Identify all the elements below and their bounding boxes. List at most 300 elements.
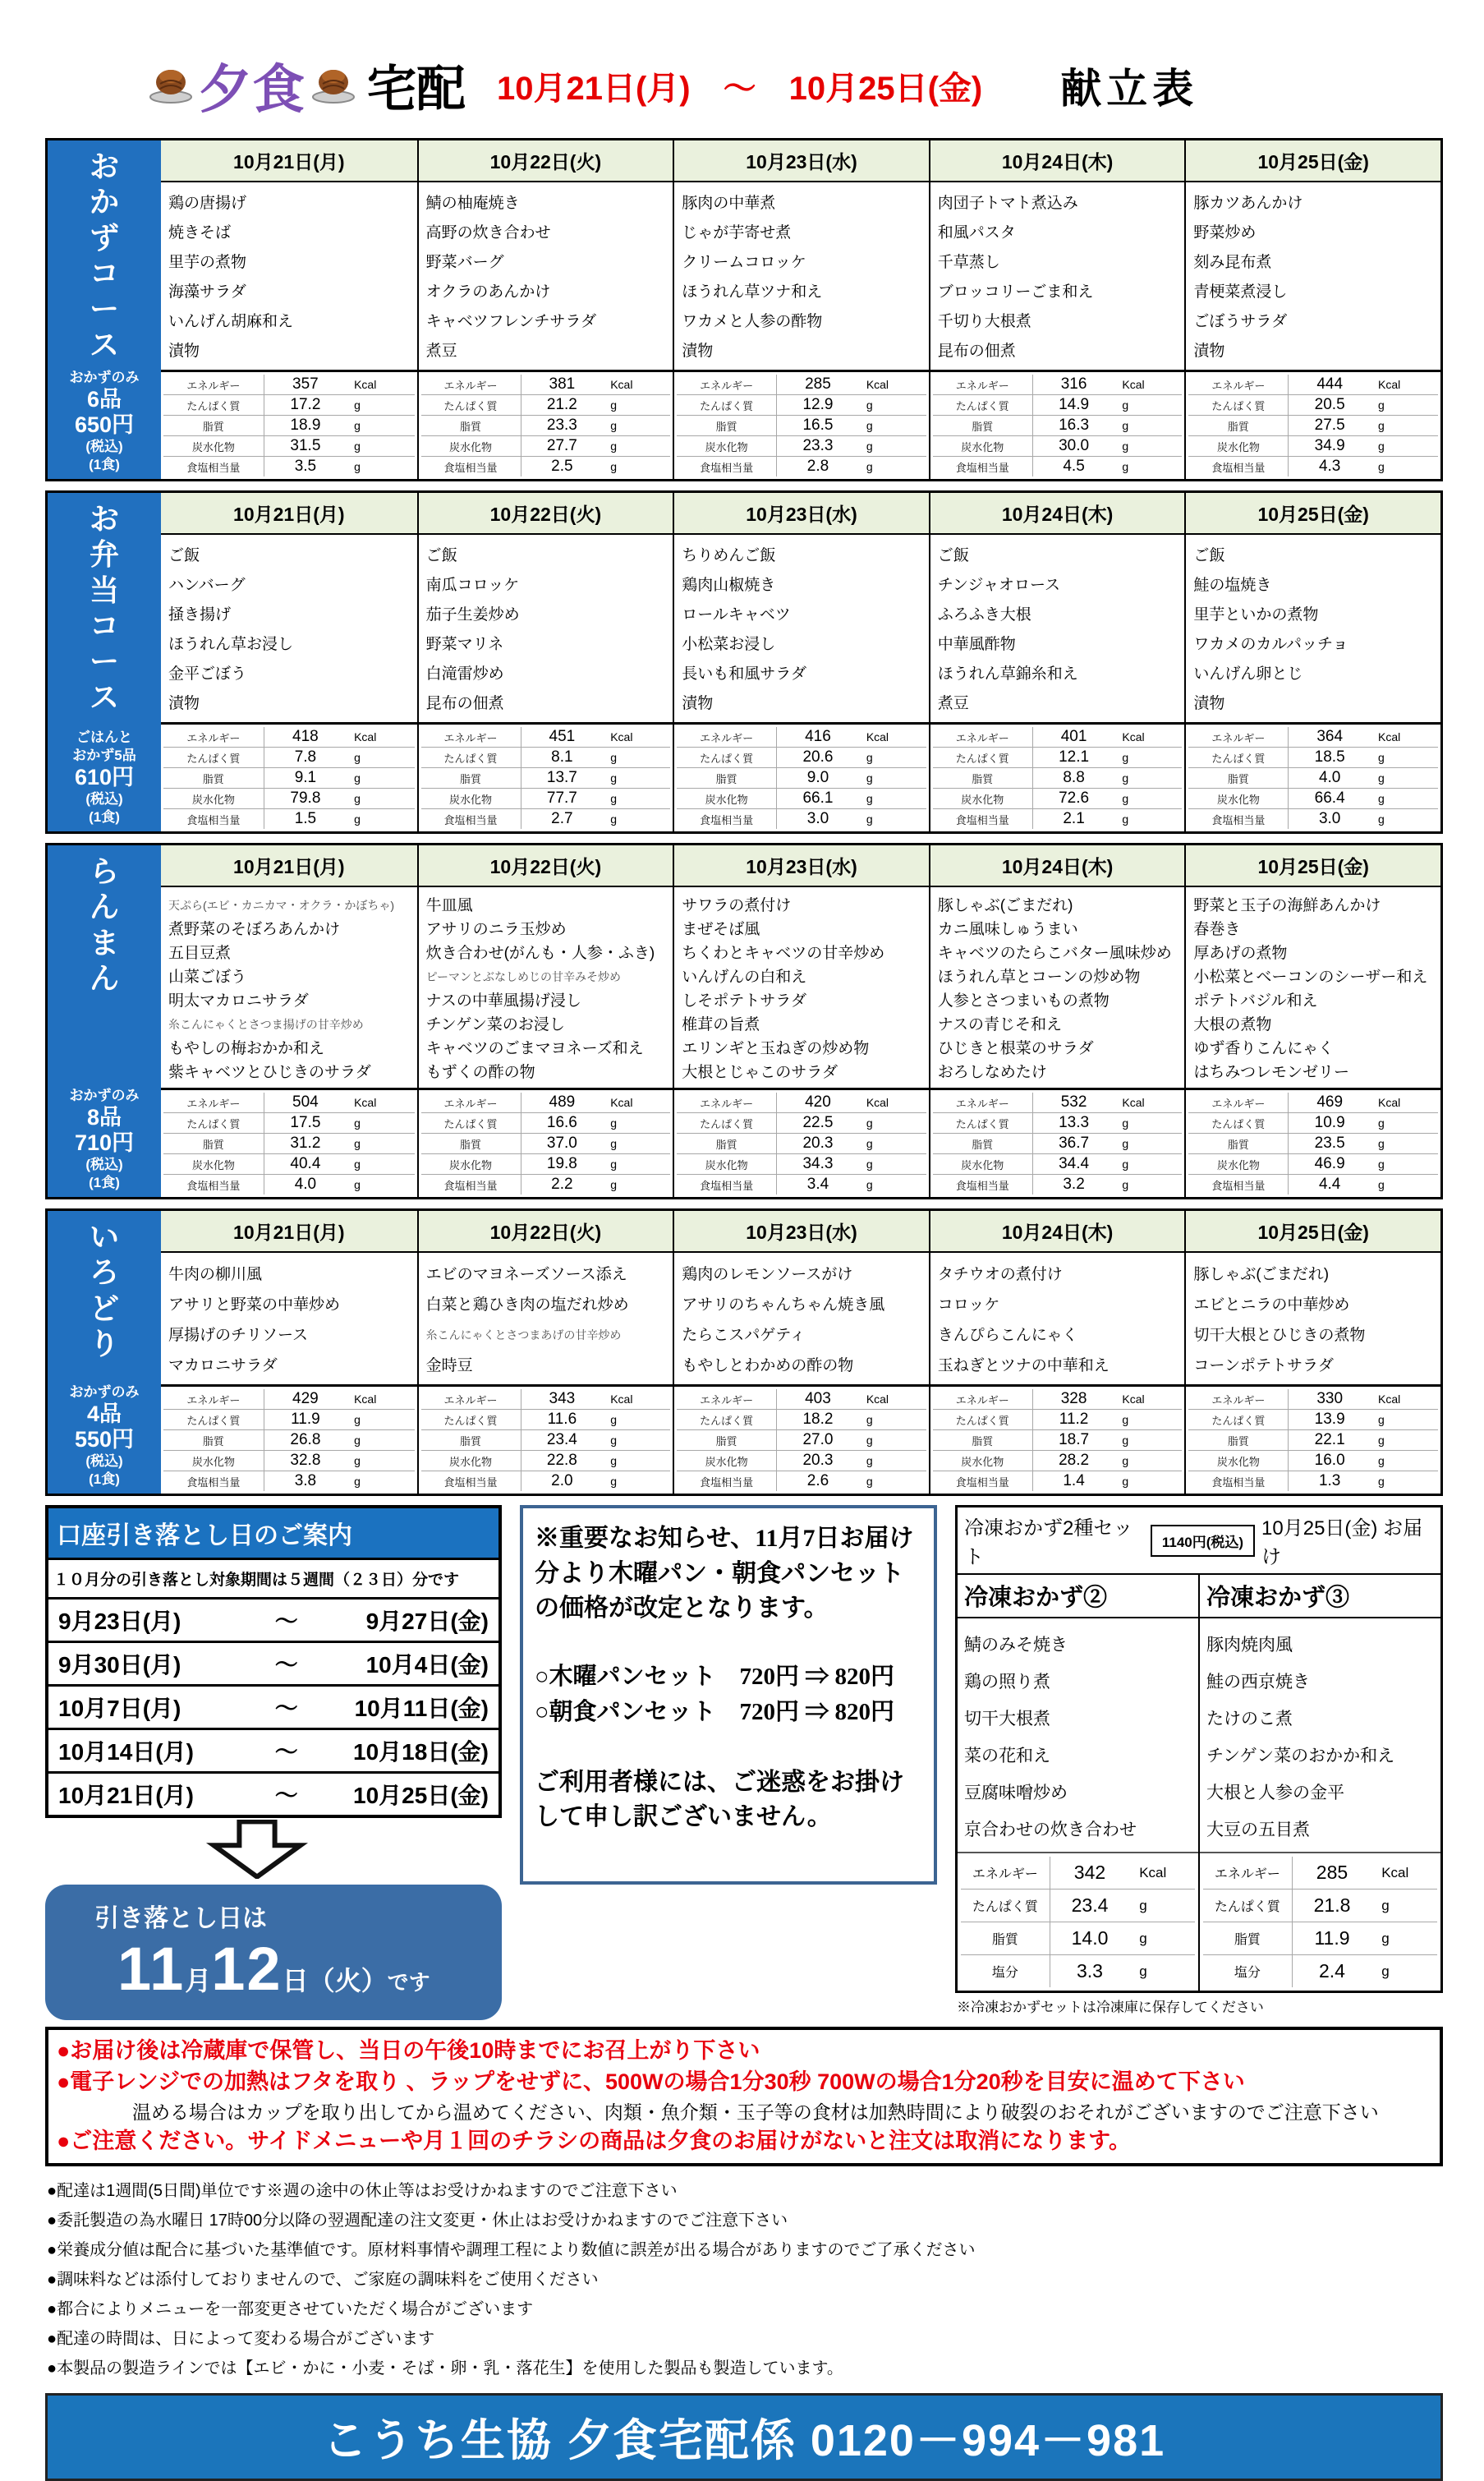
nutrition-unit: g bbox=[1114, 416, 1182, 436]
menu-item: 金平ごぼう bbox=[168, 665, 247, 683]
nutrition-value: 16.0 bbox=[1289, 1451, 1371, 1471]
notice-price-item: ○朝食パンセット 720円 ⇒ 820円 bbox=[535, 1699, 895, 1726]
nutrition-value: 16.5 bbox=[777, 416, 859, 436]
course-price-line: (税込) bbox=[85, 1452, 123, 1469]
course-price-line: 4品 bbox=[86, 1401, 122, 1426]
nutrition-table bbox=[161, 1088, 417, 1197]
footer-contact: こうち生協 夕食宅配係 0120－994－981 bbox=[45, 2393, 1443, 2481]
nutrition-row bbox=[163, 789, 415, 809]
nutrition-row bbox=[1188, 727, 1438, 748]
menu-item: 紫キャベツとひじきのサラダ bbox=[168, 1064, 371, 1081]
nutrition-unit: g bbox=[1114, 748, 1182, 768]
menu-item: キャベツのたらこバター風味炒め bbox=[937, 945, 1172, 962]
nutrition-value: 23.3 bbox=[521, 416, 603, 436]
menu-item: おろしなめたけ bbox=[937, 1064, 1047, 1081]
nutrition-value: 7.8 bbox=[264, 748, 347, 768]
nutrition-unit: g bbox=[603, 748, 670, 768]
menu-item: 長いも和風サラダ bbox=[682, 665, 806, 683]
menu-item: 牛皿風 bbox=[425, 897, 473, 914]
menu-item: ワカメと人参の酢物 bbox=[682, 313, 823, 330]
nutrition-label: たんぱく質 bbox=[1203, 1890, 1292, 1922]
nutrition-label: 炭水化物 bbox=[421, 1154, 521, 1175]
menu-item: ほうれん草錦糸和え bbox=[937, 665, 1078, 683]
nutrition-label: 脂質 bbox=[933, 1134, 1032, 1154]
menu-item: 山菜ごぼう bbox=[168, 969, 247, 986]
nutrition-label: 食塩相当量 bbox=[933, 457, 1032, 477]
nutrition-label: 炭水化物 bbox=[933, 436, 1032, 457]
nutrition-value: 429 bbox=[264, 1389, 347, 1410]
nutrition-value: 3.5 bbox=[294, 458, 317, 475]
warning-line-red: ●電子レンジでの加熱はフタを取り 、ラップをせずに、500Wの場合1分30秒 700Wの場合1分20秒を目安に温めて下さい bbox=[57, 2069, 1245, 2094]
nutrition-row bbox=[933, 1154, 1183, 1175]
menu-item: 千草蒸し bbox=[937, 254, 1000, 271]
nutrition-row bbox=[163, 416, 415, 436]
nutrition-row bbox=[1203, 1955, 1437, 1988]
nutrition-label: 食塩相当量 bbox=[421, 1471, 521, 1492]
nutrition-row bbox=[933, 457, 1183, 477]
nutrition-value: 4.0 bbox=[1289, 768, 1371, 789]
course-name-char: ず bbox=[89, 220, 119, 255]
nutrition-label: たんぱく質 bbox=[961, 1890, 1050, 1922]
course-name-char: ス bbox=[89, 327, 119, 361]
menu-item: ちくわとキャベツの甘辛炒め bbox=[682, 945, 885, 962]
nutrition-label: 炭水化物 bbox=[677, 436, 776, 457]
nutrition-value: 469 bbox=[1289, 1093, 1371, 1113]
debit-subtitle: １０月分の引き落とし対象期間は５週間（２３日）分です bbox=[48, 1558, 498, 1597]
course-name-char: ー bbox=[89, 644, 119, 679]
note-line: ●配達は1週間(5日間)単位です※週の途中の休止等はお受けかねますのでご注意下さい bbox=[47, 2181, 678, 2200]
debit-date-value: 11月12日（火）です bbox=[117, 1935, 430, 2003]
period-start: 10月21日(月) bbox=[58, 1783, 194, 1808]
nutrition-row bbox=[163, 436, 415, 457]
menu-list bbox=[930, 1253, 1185, 1384]
menu-item: ほうれん草お浸し bbox=[168, 636, 294, 653]
nutrition-label: エネルギー bbox=[163, 375, 264, 395]
frozen-column-title: 冷凍おかず③ bbox=[1200, 1575, 1440, 1618]
nutrition-row bbox=[677, 436, 926, 457]
nutrition-value: 17.5 bbox=[264, 1113, 347, 1134]
nutrition-value: 27.5 bbox=[1289, 416, 1371, 436]
day-header: 10月21日(月) bbox=[161, 140, 417, 182]
day-column bbox=[417, 1211, 673, 1494]
nutrition-row bbox=[677, 1093, 926, 1113]
nutrition-unit: g bbox=[859, 1134, 926, 1154]
menu-item: ひじきと根菜のサラダ bbox=[937, 1040, 1094, 1057]
nutrition-unit: g bbox=[1371, 1410, 1438, 1430]
nutrition-value: 4.3 bbox=[1318, 458, 1341, 475]
nutrition-value: 31.2 bbox=[264, 1134, 347, 1154]
menu-item: ナスの中華風揚げ浸し bbox=[425, 992, 581, 1010]
nutrition-value: 9.0 bbox=[777, 768, 859, 789]
nutrition-unit: g bbox=[859, 1154, 926, 1175]
day-column bbox=[673, 493, 929, 831]
nutrition-value: 489 bbox=[521, 1093, 603, 1113]
nutrition-label: 食塩相当量 bbox=[677, 1471, 776, 1492]
nutrition-value: 23.4 bbox=[1050, 1890, 1129, 1922]
nutrition-value: 2.6 bbox=[806, 1472, 829, 1489]
nutrition-value: 343 bbox=[521, 1389, 603, 1410]
nutrition-label: エネルギー bbox=[1188, 375, 1288, 395]
nutrition-row bbox=[163, 809, 415, 830]
delivery-label: 宅配 bbox=[367, 62, 466, 117]
warning-box bbox=[45, 2027, 1443, 2166]
nutrition-value: 66.1 bbox=[777, 789, 859, 809]
nutrition-row bbox=[421, 789, 671, 809]
nutrition-value: 36.7 bbox=[1032, 1134, 1114, 1154]
menu-item: 漬物 bbox=[1193, 343, 1225, 360]
nutrition-value: 22.8 bbox=[521, 1451, 603, 1471]
course-name-char: か bbox=[89, 185, 119, 219]
debit-date-label: 引き落とし日は bbox=[94, 1905, 267, 1932]
menu-list bbox=[1186, 535, 1440, 722]
menu-item: 明太マカロニサラダ bbox=[168, 992, 309, 1010]
day-header: 10月24日(木) bbox=[930, 493, 1185, 535]
nutrition-label: 食塩相当量 bbox=[421, 809, 521, 830]
day-column bbox=[417, 845, 673, 1197]
nutrition-label: 脂質 bbox=[961, 1922, 1050, 1955]
menu-item: 牛肉の柳川風 bbox=[168, 1266, 263, 1283]
nutrition-unit: g bbox=[603, 768, 670, 789]
nutrition-row bbox=[1188, 789, 1438, 809]
nutrition-row bbox=[163, 768, 415, 789]
nutrition-label: たんぱく質 bbox=[163, 748, 264, 768]
nutrition-row bbox=[933, 375, 1183, 395]
day-header: 10月22日(火) bbox=[419, 140, 673, 182]
nutrition-row bbox=[1188, 1113, 1438, 1134]
day-header: 10月25日(金) bbox=[1186, 845, 1440, 887]
menu-list bbox=[161, 535, 417, 722]
nutrition-row bbox=[163, 1093, 415, 1113]
menu-item: 野菜と玉子の海鮮あんかけ bbox=[1193, 897, 1381, 914]
nutrition-unit: g bbox=[1371, 1922, 1437, 1955]
nutrition-row bbox=[163, 1471, 415, 1492]
nutrition-row bbox=[421, 768, 671, 789]
nutrition-row bbox=[933, 1134, 1183, 1154]
nutrition-value: 32.8 bbox=[264, 1451, 347, 1471]
frozen-header bbox=[958, 1507, 1440, 1573]
nutrition-value: 1.5 bbox=[294, 810, 317, 827]
nutrition-value: 11.6 bbox=[521, 1410, 603, 1430]
debit-info-box bbox=[45, 1505, 502, 1818]
nutrition-label: 脂質 bbox=[677, 1430, 776, 1451]
nutrition-row bbox=[421, 727, 671, 748]
menu-item: 漬物 bbox=[1193, 695, 1225, 712]
menu-item: コロッケ bbox=[937, 1296, 1000, 1314]
course-price-line: (1食) bbox=[89, 1471, 120, 1487]
nutrition-unit: g bbox=[347, 1430, 415, 1451]
period-start: 9月30日(月) bbox=[58, 1652, 181, 1678]
day-column bbox=[1184, 140, 1440, 479]
nutrition-label: 食塩相当量 bbox=[677, 809, 776, 830]
nutrition-row bbox=[1188, 1093, 1438, 1113]
course-name-char: ス bbox=[89, 679, 119, 714]
nutrition-value: 532 bbox=[1032, 1093, 1114, 1113]
day-header: 10月23日(水) bbox=[674, 845, 929, 887]
frozen-column bbox=[958, 1575, 1198, 1991]
notice-price-list bbox=[535, 1659, 922, 1731]
nutrition-label: 炭水化物 bbox=[163, 1451, 264, 1471]
menu-item: 切干大根とひじきの煮物 bbox=[1193, 1327, 1366, 1344]
nutrition-row bbox=[1188, 1410, 1438, 1430]
course-price-line: おかずのみ bbox=[69, 1087, 140, 1103]
nutrition-row bbox=[163, 1113, 415, 1134]
nutrition-unit: g bbox=[603, 395, 670, 416]
period-start: 10月14日(月) bbox=[58, 1739, 194, 1765]
nutrition-unit: g bbox=[1114, 1154, 1182, 1175]
menu-item: タチウオの煮付け bbox=[937, 1266, 1063, 1283]
nutrition-unit: Kcal bbox=[1114, 727, 1182, 748]
nutrition-value: 27.0 bbox=[777, 1430, 859, 1451]
menu-item: オクラのあんかけ bbox=[425, 283, 551, 301]
nutrition-row bbox=[677, 375, 926, 395]
menu-list bbox=[419, 535, 673, 722]
warning-line-red: ●ご注意ください。サイドメニューや月１回のチラシの商品は夕食のお届けがないと注文は取消になります。 bbox=[57, 2129, 1131, 2154]
nutrition-row bbox=[1188, 1430, 1438, 1451]
menu-item: アサリと野菜の中華炒め bbox=[168, 1296, 341, 1314]
nutrition-value: 34.9 bbox=[1289, 436, 1371, 457]
course-price-line: おかずのみ bbox=[69, 1383, 140, 1400]
course-days bbox=[161, 140, 1440, 479]
nutrition-value: 416 bbox=[777, 727, 859, 748]
menu-item: ちりめんご飯 bbox=[682, 547, 776, 564]
nutrition-table bbox=[674, 370, 929, 479]
nutrition-unit: g bbox=[603, 1410, 670, 1430]
day-header: 10月23日(水) bbox=[674, 493, 929, 535]
nutrition-label: 炭水化物 bbox=[677, 789, 776, 809]
course-name-char: ら bbox=[89, 854, 119, 888]
nutrition-unit: Kcal bbox=[1371, 1389, 1438, 1410]
nutrition-label: たんぱく質 bbox=[1188, 1113, 1288, 1134]
nutrition-value: 34.3 bbox=[777, 1154, 859, 1175]
nutrition-unit: Kcal bbox=[1371, 1857, 1437, 1890]
nutrition-unit: g bbox=[603, 436, 670, 457]
course-sidebar bbox=[48, 493, 161, 831]
nutrition-label: 炭水化物 bbox=[677, 1154, 776, 1175]
nutrition-unit: g bbox=[1114, 1451, 1182, 1471]
nutrition-unit: Kcal bbox=[603, 375, 670, 395]
notice-paragraph: ※重要なお知らせ、11月7日お届け分より木曜パン・朝食パンセットの価格が改定となります。 bbox=[535, 1525, 914, 1623]
nutrition-value: 451 bbox=[521, 727, 603, 748]
nutrition-unit: g bbox=[1122, 812, 1129, 826]
menu-item: もやしの梅おかか和え bbox=[168, 1040, 325, 1057]
nutrition-value: 18.5 bbox=[1289, 748, 1371, 768]
nutrition-value: 23.5 bbox=[1289, 1134, 1371, 1154]
nutrition-value: 30.0 bbox=[1032, 436, 1114, 457]
nutrition-row bbox=[163, 1430, 415, 1451]
day-header: 10月22日(火) bbox=[419, 845, 673, 887]
nutrition-row bbox=[961, 1857, 1195, 1890]
menu-item: 刻み昆布煮 bbox=[1193, 254, 1272, 271]
nutrition-row bbox=[421, 1451, 671, 1471]
nutrition-unit: g bbox=[603, 1134, 670, 1154]
nutrition-unit: g bbox=[347, 416, 415, 436]
day-header: 10月21日(月) bbox=[161, 493, 417, 535]
menu-item: 南瓜コロッケ bbox=[425, 577, 520, 594]
nutrition-row bbox=[1188, 395, 1438, 416]
nutrition-row bbox=[421, 1389, 671, 1410]
day-column bbox=[929, 140, 1185, 479]
nutrition-label: たんぱく質 bbox=[163, 395, 264, 416]
nutrition-unit: g bbox=[347, 1134, 415, 1154]
nutrition-row bbox=[421, 1410, 671, 1430]
note-line: ●本製品の製造ラインでは【エビ・かに・小麦・そば・卵・乳・落花生】を使用した製品も製造しています。 bbox=[47, 2359, 843, 2377]
nutrition-value: 19.8 bbox=[521, 1154, 603, 1175]
menu-item: キャベツのごまマヨネーズ和え bbox=[425, 1040, 644, 1057]
nutrition-label: 食塩相当量 bbox=[1188, 1175, 1288, 1195]
nutrition-unit: g bbox=[603, 1113, 670, 1134]
menu-item: 漬物 bbox=[168, 343, 200, 360]
menu-item: たらこスパゲティ bbox=[682, 1327, 806, 1344]
nutrition-value: 18.7 bbox=[1032, 1430, 1114, 1451]
nutrition-label: エネルギー bbox=[677, 1389, 776, 1410]
nutrition-unit: g bbox=[1371, 768, 1438, 789]
nutrition-unit: Kcal bbox=[859, 727, 926, 748]
nutrition-row bbox=[421, 1175, 671, 1195]
nutrition-row bbox=[163, 395, 415, 416]
nutrition-unit: Kcal bbox=[347, 1389, 415, 1410]
day-column bbox=[673, 845, 929, 1197]
nutrition-value: 10.9 bbox=[1289, 1113, 1371, 1134]
nutrition-row bbox=[933, 1175, 1183, 1195]
nutrition-label: 炭水化物 bbox=[933, 1451, 1032, 1471]
day-header: 10月22日(火) bbox=[419, 493, 673, 535]
menu-list bbox=[161, 182, 417, 370]
nutrition-value: 285 bbox=[1292, 1857, 1371, 1890]
frozen-item: 豚肉焼肉風 bbox=[1206, 1636, 1293, 1655]
nutrition-row bbox=[421, 457, 671, 477]
nutrition-value: 342 bbox=[1050, 1857, 1129, 1890]
nutrition-row bbox=[677, 789, 926, 809]
nutrition-unit: Kcal bbox=[1114, 1389, 1182, 1410]
nutrition-value: 28.2 bbox=[1032, 1451, 1114, 1471]
nutrition-row bbox=[1188, 436, 1438, 457]
nutrition-value: 31.5 bbox=[264, 436, 347, 457]
nutrition-row bbox=[163, 1154, 415, 1175]
nutrition-unit: g bbox=[603, 1430, 670, 1451]
nutrition-label: エネルギー bbox=[421, 375, 521, 395]
nutrition-label: たんぱく質 bbox=[677, 1113, 776, 1134]
nutrition-label: 脂質 bbox=[421, 416, 521, 436]
menu-item: 里芋といかの煮物 bbox=[1193, 606, 1319, 624]
nutrition-value: 3.0 bbox=[806, 810, 829, 827]
nutrition-table bbox=[161, 1384, 417, 1494]
frozen-item: 鶏の照り煮 bbox=[964, 1673, 1050, 1692]
nutrition-label: たんぱく質 bbox=[933, 748, 1032, 768]
nutrition-row bbox=[1188, 457, 1438, 477]
nutrition-label: たんぱく質 bbox=[677, 395, 776, 416]
nutrition-row bbox=[933, 436, 1183, 457]
menu-item: 高野の炊き合わせ bbox=[425, 224, 551, 242]
nutrition-label: たんぱく質 bbox=[933, 1113, 1032, 1134]
nutrition-value: 420 bbox=[777, 1093, 859, 1113]
nutrition-unit: g bbox=[1371, 789, 1438, 809]
menu-item: いんげんの白和え bbox=[682, 969, 807, 986]
course-price-line: 6品 bbox=[86, 386, 122, 412]
nutrition-unit: g bbox=[1378, 460, 1385, 473]
down-arrow-icon bbox=[12, 1820, 502, 1883]
nutrition-row bbox=[163, 748, 415, 768]
course-price-block bbox=[48, 369, 161, 479]
nutrition-label: 脂質 bbox=[933, 416, 1032, 436]
nutrition-label: 炭水化物 bbox=[933, 789, 1032, 809]
nutrition-unit: g bbox=[1371, 1890, 1437, 1922]
menu-item: 鮭の塩焼き bbox=[1193, 577, 1272, 594]
course-section-4 bbox=[45, 1208, 1443, 1496]
menu-list bbox=[419, 182, 673, 370]
nutrition-label: エネルギー bbox=[163, 727, 264, 748]
nutrition-label: 食塩相当量 bbox=[1188, 457, 1288, 477]
nutrition-label: 脂質 bbox=[677, 768, 776, 789]
menu-item: 鶏肉山椒焼き bbox=[682, 577, 776, 594]
nutrition-label: エネルギー bbox=[961, 1857, 1050, 1890]
menu-item: コーンポテトサラダ bbox=[1193, 1357, 1334, 1374]
nutrition-value: 21.8 bbox=[1292, 1890, 1371, 1922]
nutrition-label: 炭水化物 bbox=[163, 1154, 264, 1175]
frozen-item: 切干大根煮 bbox=[964, 1710, 1050, 1728]
menu-item: 青梗菜煮浸し bbox=[1193, 283, 1288, 301]
menu-item: 野菜炒め bbox=[1193, 224, 1257, 242]
nutrition-unit: g bbox=[1371, 748, 1438, 768]
day-column bbox=[929, 493, 1185, 831]
course-name bbox=[48, 140, 161, 369]
nutrition-row bbox=[933, 1113, 1183, 1134]
nutrition-row bbox=[677, 748, 926, 768]
nutrition-label: 脂質 bbox=[1188, 1430, 1288, 1451]
frozen-item: 大根と人参の金平 bbox=[1206, 1784, 1344, 1802]
nutrition-table bbox=[161, 370, 417, 479]
nutrition-label: 脂質 bbox=[421, 1134, 521, 1154]
nutrition-value: 9.1 bbox=[264, 768, 347, 789]
nutrition-row bbox=[421, 416, 671, 436]
menu-item: 厚揚げのチリソース bbox=[168, 1327, 309, 1344]
nutrition-table bbox=[674, 1384, 929, 1494]
nutrition-row bbox=[677, 809, 926, 830]
nutrition-label: 食塩相当量 bbox=[163, 809, 264, 830]
nutrition-value: 13.3 bbox=[1032, 1113, 1114, 1134]
nutrition-value: 444 bbox=[1289, 375, 1371, 395]
menu-item: 春巻き bbox=[1193, 921, 1241, 938]
menu-item: ピーマンとぶなしめじの甘辛みそ炒め bbox=[425, 970, 622, 983]
menu-item: 糸こんにゃくとさつま揚げの甘辛炒め bbox=[168, 1018, 364, 1031]
nutrition-unit: Kcal bbox=[347, 1093, 415, 1113]
debit-period-row bbox=[48, 1728, 498, 1771]
nutrition-row bbox=[1188, 809, 1438, 830]
debit-period-row bbox=[48, 1771, 498, 1815]
nutrition-value: 1.3 bbox=[1318, 1472, 1341, 1489]
course-price-line: 610円 bbox=[74, 764, 135, 789]
menu-list bbox=[1186, 182, 1440, 370]
nutrition-row bbox=[421, 1154, 671, 1175]
menu-item: 玉ねぎとツナの中華和え bbox=[937, 1357, 1110, 1374]
frozen-nutrition-table bbox=[958, 1852, 1198, 1991]
day-header: 10月25日(金) bbox=[1186, 493, 1440, 535]
nutrition-unit: g bbox=[1371, 1134, 1438, 1154]
nutrition-value: 72.6 bbox=[1032, 789, 1114, 809]
nutrition-label: 食塩相当量 bbox=[163, 1471, 264, 1492]
course-price-line: (税込) bbox=[85, 790, 123, 807]
nutrition-row bbox=[1188, 1389, 1438, 1410]
menu-list bbox=[930, 535, 1185, 722]
menu-item: ふろふき大根 bbox=[937, 606, 1031, 624]
frozen-price-badge: 1140円(税込) bbox=[1151, 1525, 1255, 1557]
frozen-columns bbox=[958, 1573, 1440, 1991]
menu-item: 豚しゃぶ(ごまだれ) bbox=[1193, 1266, 1330, 1283]
debit-month: 11 bbox=[117, 1935, 186, 2003]
day-column bbox=[161, 845, 417, 1197]
nutrition-label: エネルギー bbox=[677, 727, 776, 748]
course-days bbox=[161, 845, 1440, 1197]
nutrition-label: 脂質 bbox=[1188, 1134, 1288, 1154]
